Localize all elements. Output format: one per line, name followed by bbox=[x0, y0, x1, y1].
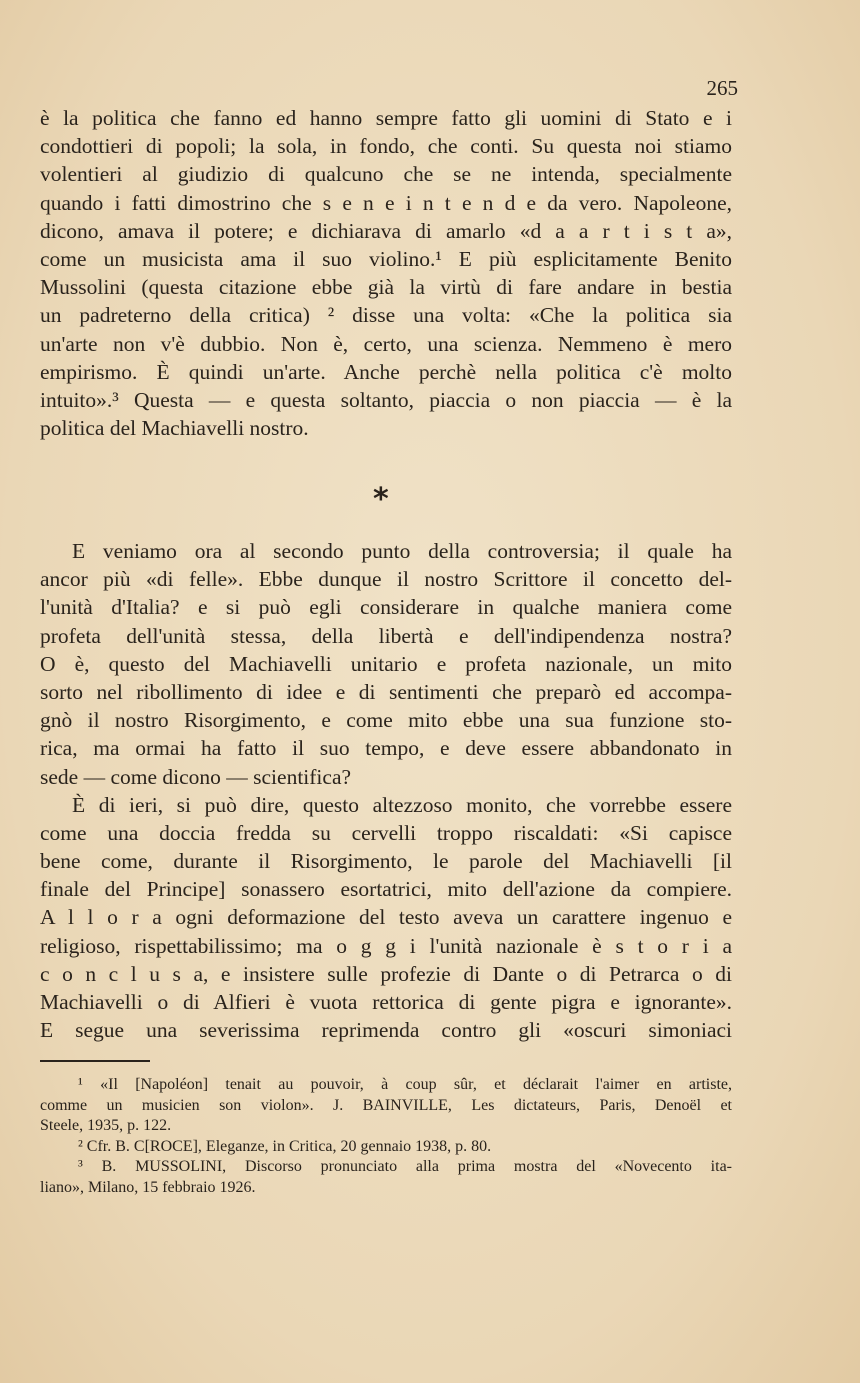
text-line: finale del Principe] sonassero esortatrici, mito dell'azione da compiere. bbox=[40, 877, 732, 902]
text-line: Mussolini (questa citazione ebbe già la virtù di fare andare in bestia bbox=[40, 275, 732, 300]
page-number: 265 bbox=[706, 76, 738, 100]
text-line: come un musicista ama il suo violino.¹ E più esplicitamente Benito bbox=[40, 246, 732, 271]
footnote-line: ² Cfr. B. C[ROCE], Eleganze, in Critica, 20 gennaio 1938, p. 80. bbox=[78, 1137, 492, 1155]
text-line: rica, ma ormai ha fatto il suo tempo, e deve essere abbandonato in bbox=[40, 736, 732, 761]
footnote-divider bbox=[40, 1060, 150, 1062]
text-line: dicono, amava il potere; e dichiarava di amarlo «d a a r t i s t a», bbox=[40, 218, 732, 243]
text-line: un padreterno della critica) ² disse una volta: «Che la politica sia bbox=[40, 303, 732, 328]
text-line: intuito».³ Questa — e questa soltanto, piaccia o non piaccia — è la bbox=[40, 387, 732, 412]
text-line: è la politica che fanno ed hanno sempre fatto gli uomini di Stato e i bbox=[40, 106, 732, 130]
text-line: condottieri di popoli; la sola, in fondo, che conti. Su questa noi stiamo bbox=[40, 134, 732, 159]
footnote-line: liano», Milano, 15 febbraio 1926. bbox=[40, 1178, 256, 1196]
text-line: l'unità d'Italia? e si può egli considerare in qualche maniera come bbox=[40, 595, 732, 620]
text-line: ancor più «di felle». Ebbe dunque il nostro Scrittore il concetto del- bbox=[40, 567, 732, 592]
text-line: politica del Machiavelli nostro. bbox=[40, 416, 309, 441]
footnotes bbox=[40, 1075, 732, 1199]
text-line: bene come, durante il Risorgimento, le parole del Machiavelli [il bbox=[40, 849, 732, 874]
text-line: E segue una severissima reprimenda contro gli «oscuri simoniaci bbox=[40, 1018, 732, 1043]
paragraph-politics bbox=[40, 104, 732, 442]
section-separator: * bbox=[373, 482, 389, 517]
text-line: gnò il nostro Risorgimento, e come mito ebbe una sua funzione sto- bbox=[40, 708, 732, 733]
text-line: quando i fatti dimostrino che s e n e i n t e n d e da vero. Napoleone, bbox=[40, 190, 732, 215]
text-line: empirismo. È quindi un'arte. Anche perchè nella politica c'è molto bbox=[40, 359, 732, 384]
text-line: c o n c l u s a, e insistere sulle profezie di Dante o di Petrarca o di bbox=[40, 961, 732, 986]
text-line: volentieri al giudizio di qualcuno che se ne intenda, specialmente bbox=[40, 162, 732, 187]
footnote-line: ¹ «Il [Napoléon] tenait au pouvoir, à coup sûr, et déclarait l'aimer en artiste, bbox=[78, 1076, 732, 1093]
text-line: Machiavelli o di Alfieri è vuota rettorica di gente pigra e ignorante». bbox=[40, 990, 732, 1014]
text-line: sede — come dicono — scientifica? bbox=[40, 764, 352, 789]
footnote-line: comme un musicien son violon». J. BAINVILLE, Les dictateurs, Paris, Denoël et bbox=[40, 1096, 732, 1114]
text-line: A l l o r a ogni deformazione del testo aveva un carattere ingenuo e bbox=[40, 905, 732, 930]
text-line: sorto nel ribollimento di idee e di sentimenti che preparò ed accompa- bbox=[40, 679, 732, 704]
text-line: religioso, rispettabilissimo; ma o g g i l'unità nazionale è s t o r i a bbox=[40, 933, 732, 958]
text-line: come una doccia fredda su cervelli troppo riscaldati: «Si capisce bbox=[40, 820, 732, 845]
text-line: È di ieri, si può dire, questo altezzoso monito, che vorrebbe essere bbox=[72, 792, 732, 817]
footnote-line: Steele, 1935, p. 122. bbox=[40, 1117, 172, 1135]
text-line: O è, questo del Machiavelli unitario e profeta nazionale, un mito bbox=[40, 651, 732, 676]
text-line: profeta dell'unità stessa, della libertà e dell'indipendenza nostra? bbox=[40, 623, 732, 648]
text-line: un'arte non v'è dubbio. Non è, certo, una scienza. Nemmeno è mero bbox=[40, 331, 732, 356]
text-line: E veniamo ora al secondo punto della controversia; il quale ha bbox=[72, 539, 732, 563]
footnote-line: ³ B. MUSSOLINI, Discorso pronunciato alla prima mostra del «Novecento ita- bbox=[78, 1158, 732, 1176]
paragraph-second-point bbox=[40, 537, 732, 1044]
